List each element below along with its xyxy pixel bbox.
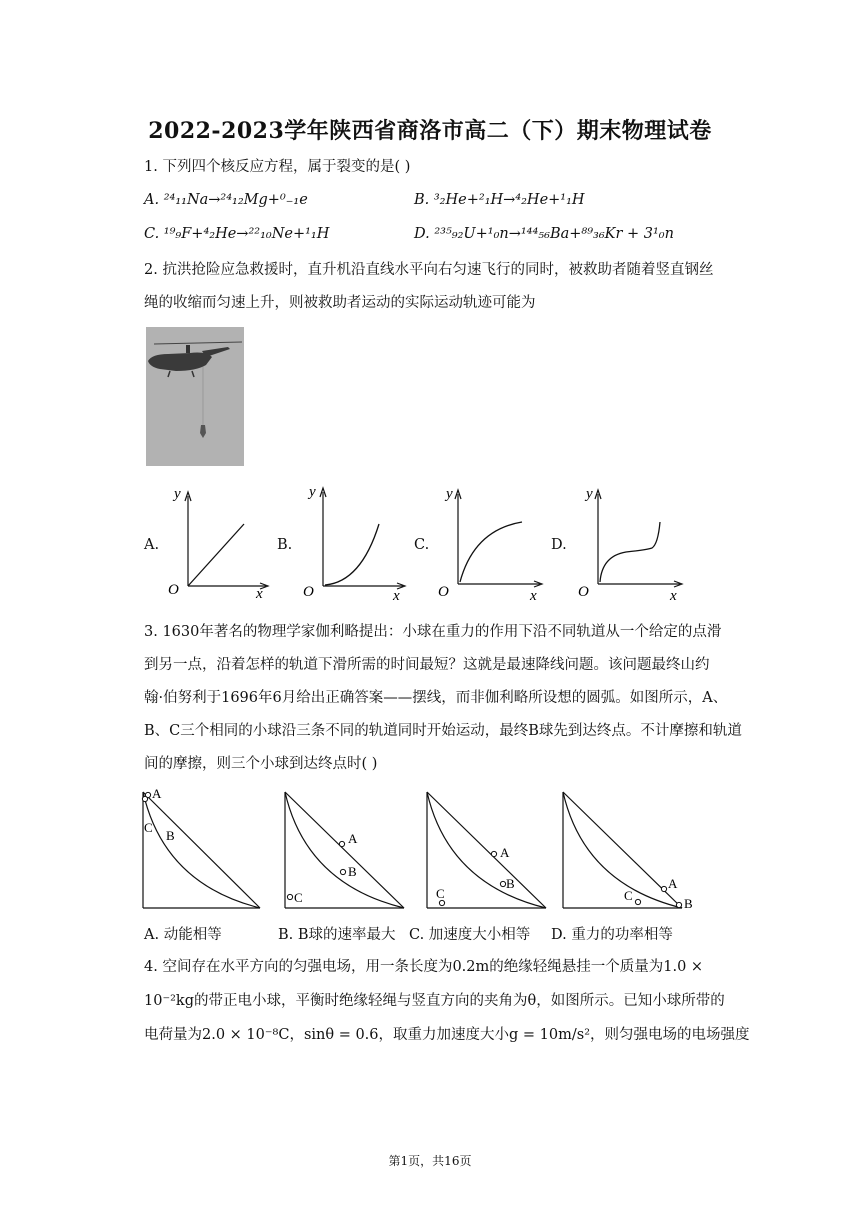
track-diagram-c [422, 784, 554, 914]
graph-b-y-label: y [309, 484, 316, 500]
graph-a-x-label: x [256, 586, 263, 602]
graph-c-y-label: y [446, 486, 453, 502]
question-1-option-c: C. ¹⁹₉F+⁴₂He→²²₁₀Ne+¹₁H [144, 226, 330, 242]
graph-d-y-label: y [586, 486, 593, 502]
diagram-a-label-b: B [166, 828, 175, 843]
question-3-option-d: D. 重力的功率相等 [551, 927, 673, 943]
question-3-option-a: A. 动能相等 [144, 927, 222, 943]
diagram-c-label-c: C [436, 886, 445, 901]
graph-c-x-label: x [530, 588, 537, 602]
question-1-option-d: D. ²³⁵₉₂U+¹₀n→¹⁴⁴₅₆Ba+⁸⁹₃₆Kr + 3¹₀n [414, 226, 674, 242]
track-diagram-a [138, 784, 270, 914]
graph-b-x-label: x [393, 588, 400, 602]
diagram-a-label-a: A [152, 786, 162, 801]
question-1-stem: 1. 下列四个核反应方程，属于裂变的是( ) [144, 159, 411, 175]
question-3-option-b: B. B球的速率最大 [278, 927, 396, 943]
graph-a-y-label: y [174, 486, 181, 502]
question-2-option-a-label: A. [144, 537, 160, 553]
diagram-d-label-a: A [668, 876, 678, 891]
helicopter-photo [146, 327, 244, 466]
question-1-option-a: A. ²⁴₁₁Na→²⁴₁₂Mg+⁰₋₁e [144, 192, 308, 208]
graph-c-origin-label: O [438, 584, 449, 600]
diagram-b-label-c: C [294, 890, 303, 905]
diagram-c-label-a: A [500, 845, 510, 860]
page-footer: 第1页，共16页 [388, 1154, 472, 1168]
track-diagram-d [558, 784, 698, 914]
question-1-option-b: B. ³₂He+²₁H→⁴₂He+¹₁H [414, 192, 585, 208]
question-4-stem-line-2: 10⁻²kg的带正电小球，平衡时绝缘轻绳与竖直方向的夹角为θ，如图所示。已知小球所带的 [144, 993, 725, 1009]
question-4-stem-line-3: 电荷量为2.0 × 10⁻⁸C，sinθ = 0.6，取重力加速度大小g = 10m/s²，则匀强电场的电场强度 [144, 1027, 750, 1043]
question-3-stem-line-1: 3. 1630年著名的物理学家伽利略提出：小球在重力的作用下沿不同轨道从一个给定的点滑 [144, 624, 722, 640]
graph-a-origin-label: O [168, 582, 179, 598]
question-2-option-d-label: D. [551, 537, 567, 553]
question-4-stem-line-1: 4. 空间存在水平方向的匀强电场，用一条长度为0.2m的绝缘轻绳悬挂一个质量为1.0 × [144, 959, 704, 975]
graph-d-origin-label: O [578, 584, 589, 600]
diagram-d-label-c: C [624, 888, 633, 903]
graph-b-concave-up-curve [295, 482, 415, 602]
question-2-option-c-label: C. [414, 537, 430, 553]
question-3-stem-line-2: 到另一点，沿着怎样的轨道下滑所需的时间最短？这就是最速降线问题。该问题最终山约 [144, 657, 710, 673]
graph-d-s-shaped-curve [572, 482, 692, 602]
diagram-d-label-b: B [684, 896, 693, 911]
diagram-c-label-b: B [506, 876, 515, 891]
diagram-b-label-b: B [348, 864, 357, 879]
graph-b-origin-label: O [303, 584, 314, 600]
question-2-option-b-label: B. [277, 537, 293, 553]
graph-c-concave-down-curve [432, 482, 552, 602]
question-2-stem-line-1: 2. 抗洪抢险应急救援时，直升机沿直线水平向右匀速飞行的同时，被救助者随着竖直钢丝 [144, 262, 714, 278]
graph-a-straight-line [160, 482, 280, 602]
question-3-stem-line-4: B、C三个相同的小球沿三条不同的轨道同时开始运动，最终B球先到达终点。不计摩擦和轨道 [144, 723, 742, 739]
question-3-option-c: C. 加速度大小相等 [409, 927, 531, 943]
track-diagram-b [280, 784, 412, 914]
diagram-b-label-a: A [348, 831, 358, 846]
page-title: 2022-2023学年陕西省商洛市高二（下）期末物理试卷 [148, 118, 712, 144]
graph-d-x-label: x [670, 588, 677, 602]
diagram-a-label-c: C [144, 820, 153, 835]
question-2-stem-line-2: 绳的收缩而匀速上升，则被救助者运动的实际运动轨迹可能为 [144, 295, 536, 311]
question-3-stem-line-3: 翰·伯努利于1696年6月给出正确答案——摆线，而非伽利略所设想的圆弧。如图所示，A、 [144, 690, 728, 706]
question-3-stem-line-5: 间的摩擦，则三个小球到达终点时( ) [144, 756, 378, 772]
